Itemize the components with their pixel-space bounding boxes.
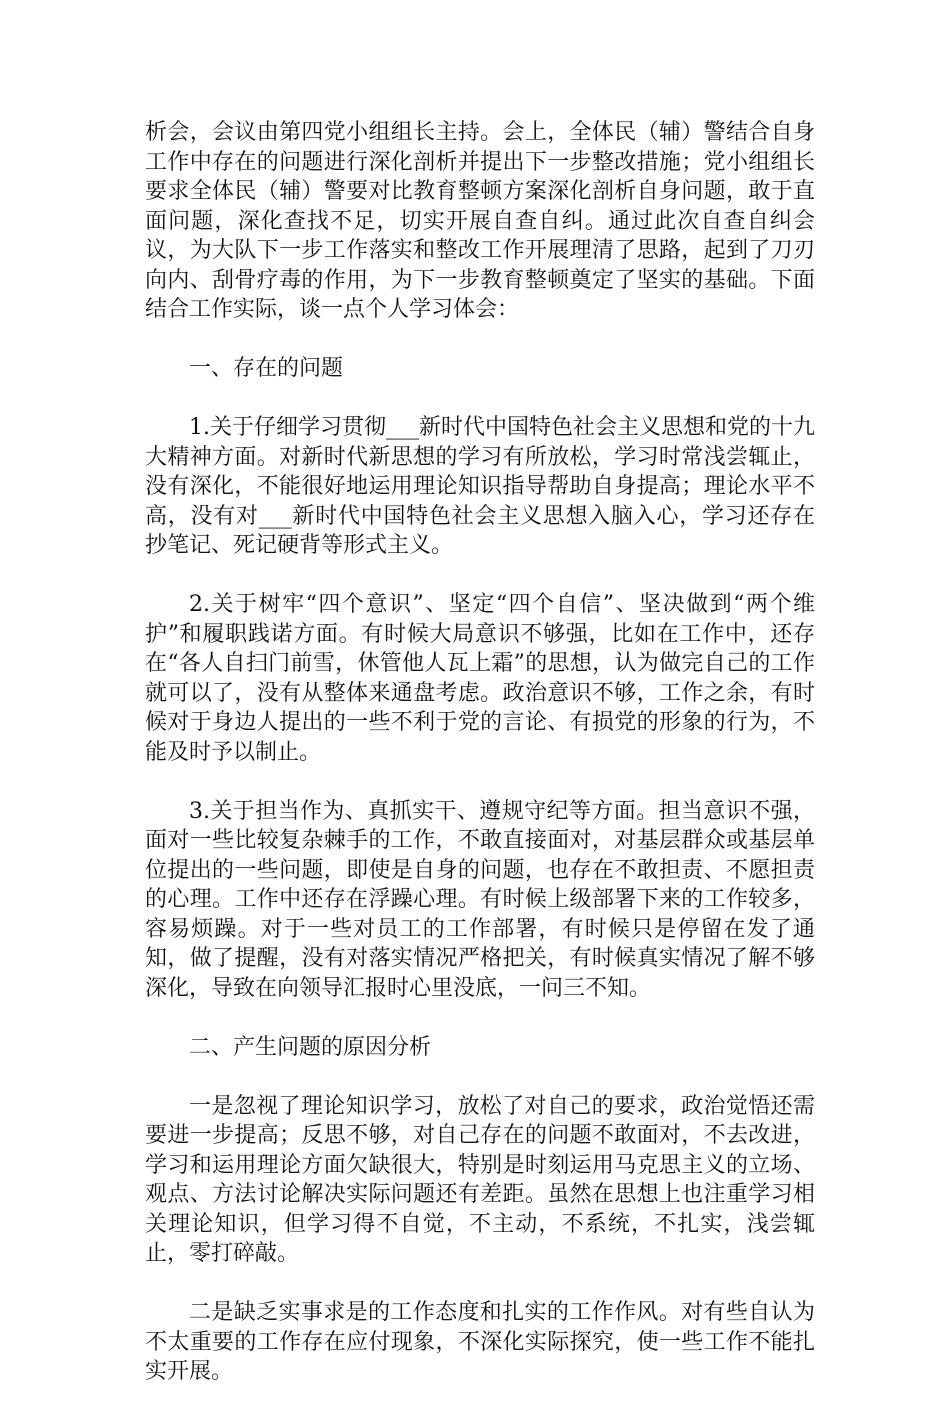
problem-item-2: 2.关于树牢“四个意识”、坚定“四个自信”、坚决做到“两个维护”和履职践诺方面。有时候大局意识不够强，比如在工作中，还存在“各人自扫门前雪，休管他人瓦上霜”的思想，认为做完自己的工作就可以了，没有从整体来通盘考虑。政治意识不够，工作之余，有时候对于身边人提出的一些不利于党的言论、有损党的形象的行为，不能及时予以制止。 (145, 592, 815, 765)
problem-item-3: 3.关于担当作为、真抓实干、遵规守纪等方面。担当意识不强，面对一些比较复杂棘手的工作，不敢直接面对，对基层群众或基层单位提出的一些问题，即使是自身的问题，也存在不敢担责、不愿担责的心理。工作中还存在浮躁心理。有时候上级部署下来的工作较多，容易烦躁。对于一些对员工的工作部署，有时候只是停留在发了通知，做了提醒，没有对落实情况严格把关，有时候真实情况了解不够深化，导致在向领导汇报时心里没底，一问三不知。 (145, 798, 815, 1001)
intro-paragraph: 析会，会议由第四党小组组长主持。会上，全体民（辅）警结合自身工作中存在的问题进行深化剖析并提出下一步整改措施；党小组组长要求全体民（辅）警要对比教育整顿方案深化剖析自身问题，敢于直面问题，深化查找不足，切实开展自查自纠。通过此次自查自纠会议，为大队下一步工作落实和整改工作开展理清了思路，起到了刀刃向内、刮骨疗毒的作用，为下一步教育整顿奠定了坚实的基础。下面结合工作实际，谈一点个人学习体会： (145, 120, 815, 322)
cause-paragraph-2: 二是缺乏实事求是的工作态度和扎实的工作作风。对有些自认为不太重要的工作存在应付现象，不深化实际探究，使一些工作不能扎实开展。 (145, 1300, 815, 1384)
section-heading-problems: 一、存在的问题 (189, 356, 344, 381)
problem-item-1: 1.关于仔细学习贯彻___新时代中国特色社会主义思想和党的十九大精神方面。对新时代新思想的学习有所放松，学习时常浅尝辄止，没有深化，不能很好地运用理论知识指导帮助自身提高；理论水平不高，没有对___新时代中国特色社会主义思想入脑入心，学习还存在抄笔记、死记硬背等形式主义。 (145, 415, 815, 558)
section-heading-causes: 二、产生问题的原因分析 (189, 1034, 432, 1060)
document-body (145, 118, 815, 1416)
cause-paragraph-1: 一是忽视了理论知识学习，放松了对自己的要求，政治觉悟还需要进一步提高；反思不够，对自己存在的问题不敢面对，不去改进，学习和运用理论方面欠缺很大，特别是时刻运用马克思主义的立场、观点、方法讨论解决实际问题还有差距。虽然在思想上也注重学习相关理论知识，但学习得不自觉，不主动，不系统，不扎实，浅尝辄止，零打碎敲。 (145, 1093, 815, 1266)
